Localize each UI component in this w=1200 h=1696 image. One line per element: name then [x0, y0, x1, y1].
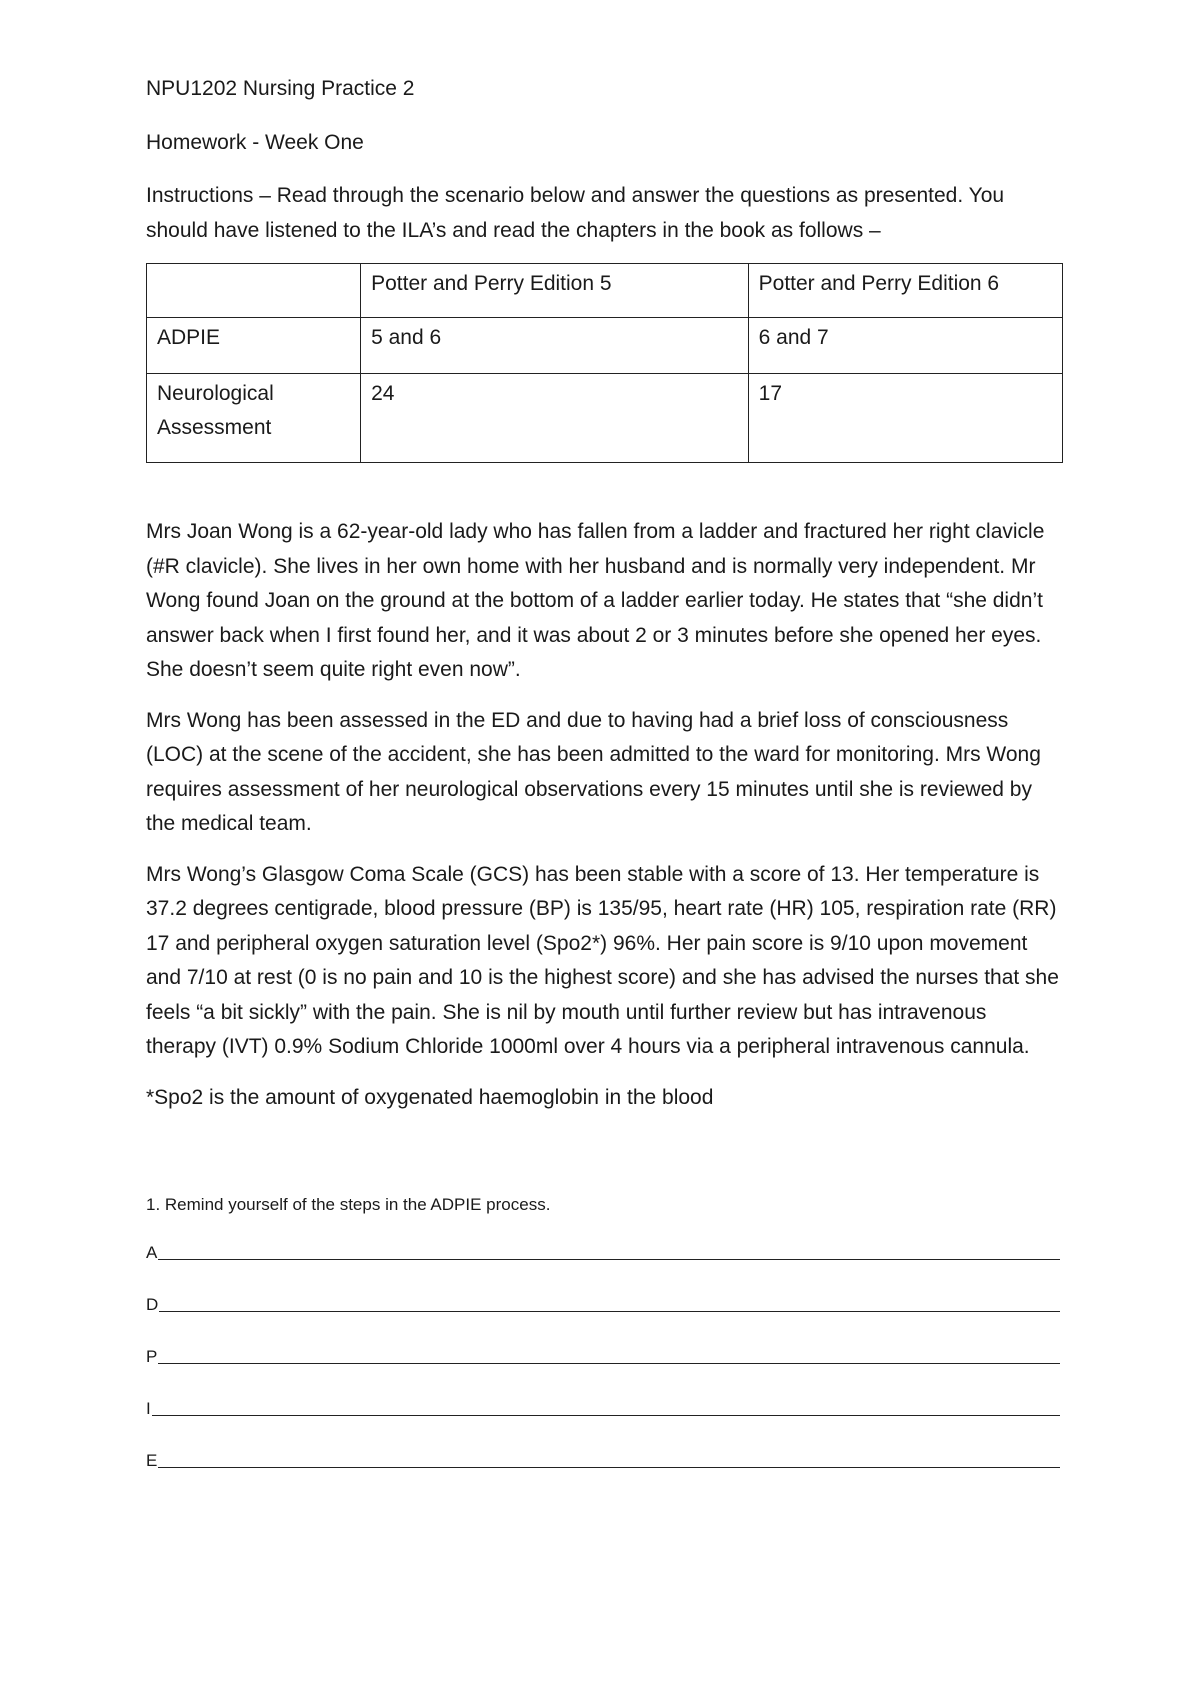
homework-title: Homework - Week One: [146, 130, 364, 154]
answer-letter: P: [146, 1347, 158, 1366]
table-cell: Potter and Perry Edition 6: [748, 264, 1062, 318]
answer-line-d[interactable]: [146, 1293, 1060, 1317]
table-row: [147, 374, 1063, 463]
table-cell: Neurological Assessment: [147, 374, 361, 463]
answer-blank[interactable]: [158, 1363, 1060, 1364]
answer-letter: D: [146, 1295, 159, 1314]
document-page: [146, 72, 1062, 1501]
answer-line-p[interactable]: [146, 1345, 1060, 1369]
table-cell: 24: [361, 374, 749, 463]
spo2-footnote: *Spo2 is the amount of oxygenated haemoglobin in the blood: [146, 1085, 714, 1109]
answer-line-a[interactable]: [146, 1241, 1060, 1265]
scenario-paragraph-2: Mrs Wong has been assessed in the ED and due to having had a brief loss of consciousness (LOC) at the scene of the accident, she has been admitted to the ward for monitoring. Mrs Wong requires assessment of her neurological observations every 15 minutes until she is reviewed by the medical team.: [146, 708, 1041, 835]
instructions-text: Instructions – Read through the scenario below and answer the questions as presented. You should have listened to the ILA’s and read the chapters in the book as follows –: [146, 184, 1005, 242]
course-title: NPU1202 Nursing Practice 2: [146, 77, 415, 100]
scenario-section: [146, 515, 1062, 1115]
answer-line-e[interactable]: [146, 1449, 1060, 1473]
reading-table: [146, 263, 1063, 463]
question-1-prompt: 1. Remind yourself of the steps in the ADPIE process.: [146, 1195, 551, 1214]
table-cell: 6 and 7: [748, 318, 1062, 374]
scenario-paragraph-3: Mrs Wong’s Glasgow Coma Scale (GCS) has been stable with a score of 13. Her temperature is 37.2 degrees centigrade, blood pressure (BP) is 135/95, heart rate (HR) 105, respiration rate (RR) 17 and peripheral oxygen saturation level (Spo2*) 96%. Her pain score is 9/10 upon movement and 7/10 at rest (0 is no pain and 10 is the highest score) and she has advised the nurses that she feels “a bit sickly” with the pain. She is nil by mouth until further review but has intravenous therapy (IVT) 0.9% Sodium Chloride 1000ml over 4 hours via a peripheral intravenous cannula.: [146, 862, 1059, 1058]
answer-blank[interactable]: [152, 1415, 1060, 1416]
table-cell: 17: [748, 374, 1062, 463]
table-header-row: [147, 264, 1063, 318]
table-cell: [147, 264, 361, 318]
answer-blank[interactable]: [159, 1311, 1060, 1312]
answer-line-i[interactable]: [146, 1397, 1060, 1421]
scenario-paragraph-1: Mrs Joan Wong is a 62-year-old lady who has fallen from a ladder and fractured her right clavicle (#R clavicle). She lives in her own home with her husband and is normally very independent. Mr Wong found Joan on the ground at the bottom of a ladder earlier today. He states that “she didn’t answer back when I first found her, and it was about 2 or 3 minutes before she opened her eyes. She doesn’t seem quite right even now”.: [146, 520, 1045, 681]
answer-blank[interactable]: [158, 1259, 1060, 1260]
answer-blank[interactable]: [158, 1467, 1060, 1468]
answer-letter: E: [146, 1451, 158, 1470]
table-row: [147, 318, 1063, 374]
table-cell: 5 and 6: [361, 318, 749, 374]
answer-letter: A: [146, 1243, 158, 1262]
answer-letter: I: [146, 1399, 151, 1418]
table-cell: Potter and Perry Edition 5: [361, 264, 749, 318]
table-cell: ADPIE: [147, 318, 361, 374]
